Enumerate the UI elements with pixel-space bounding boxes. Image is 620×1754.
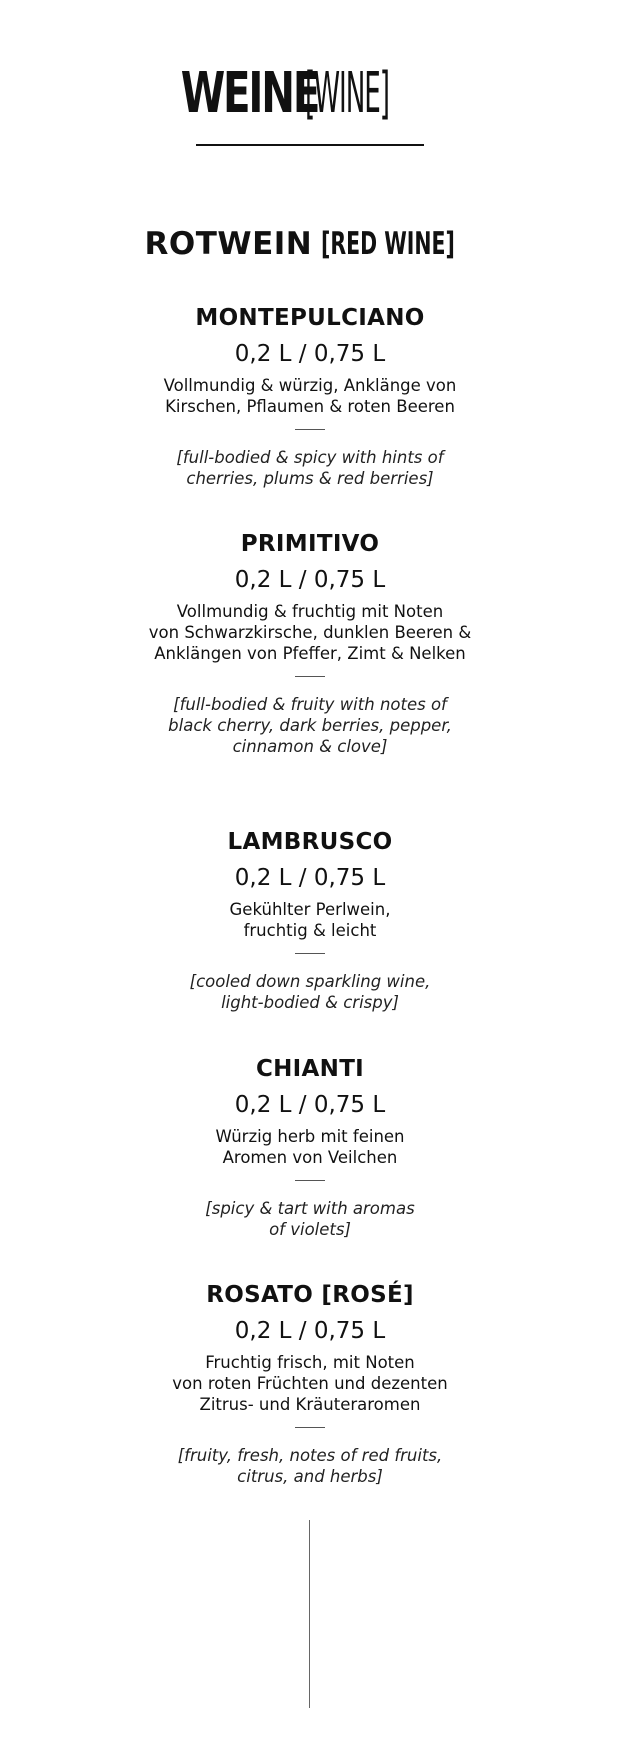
wine-divider [295, 676, 325, 677]
wine-name: CHIANTI [255, 1056, 365, 1082]
wine-description-de: Würzig herb mit feinen Aromen von Veilchen [215, 1127, 405, 1167]
wine-volume: 0,2 L / 0,75 L [234, 341, 386, 367]
wine-volume: 0,2 L / 0,75 L [234, 1318, 386, 1344]
wine-description-de: Vollmundig & fruchtig mit Noten von Schwarzkirsche, dunklen Beeren & Anklängen von Pfeffer, Zimt & Nelken [148, 602, 472, 663]
vertical-divider [309, 1520, 310, 1708]
menu-title-sub: [WINE] [304, 61, 389, 126]
menu-title [0, 61, 620, 126]
wine-description-en: [full-bodied & spicy with hints of cherries, plums & red berries] [176, 448, 444, 488]
wine-item-lambrusco [0, 827, 620, 1013]
wine-name: PRIMITIVO [240, 531, 380, 557]
wine-item-montepulciano [0, 303, 620, 489]
wine-name: LAMBRUSCO [227, 829, 393, 855]
section-heading-red-wine [0, 226, 620, 262]
wine-name: ROSATO [ROSÉ] [206, 1282, 414, 1308]
wine-item-primitivo [0, 529, 620, 757]
menu-title-main: WEINE [180, 61, 318, 126]
wine-description-de: Vollmundig & würzig, Anklänge von Kirschen, Pflaumen & roten Beeren [163, 376, 457, 416]
wine-volume: 0,2 L / 0,75 L [234, 1092, 386, 1118]
section-title-sub: [RED WINE] [320, 226, 455, 262]
wine-description-en: [spicy & tart with aromas of violets] [205, 1199, 415, 1239]
wine-description-de: Fruchtig frisch, mit Noten von roten Früchten und dezenten Zitrus- und Kräuteraromen [172, 1353, 448, 1414]
wine-divider [295, 1427, 325, 1428]
wine-description-de: Gekühlter Perlwein, fruchtig & leicht [229, 900, 391, 940]
wine-item-rosato [0, 1280, 620, 1487]
wine-divider [295, 429, 325, 430]
wine-divider [295, 1180, 325, 1181]
wine-volume: 0,2 L / 0,75 L [234, 865, 386, 891]
wine-description-en: [fruity, fresh, notes of red fruits, citrus, and herbs] [177, 1446, 443, 1486]
wine-description-en: [cooled down sparkling wine, light-bodied & crispy] [189, 972, 431, 1012]
wine-name: MONTEPULCIANO [195, 305, 425, 331]
title-underline [196, 144, 424, 146]
wine-volume: 0,2 L / 0,75 L [234, 567, 386, 593]
wine-description-en: [full-bodied & fruity with notes of black cherry, dark berries, pepper, cinnamon & clove] [168, 695, 452, 756]
wine-divider [295, 953, 325, 954]
section-title-main: ROTWEIN [144, 226, 313, 262]
wine-item-chianti [0, 1054, 620, 1240]
